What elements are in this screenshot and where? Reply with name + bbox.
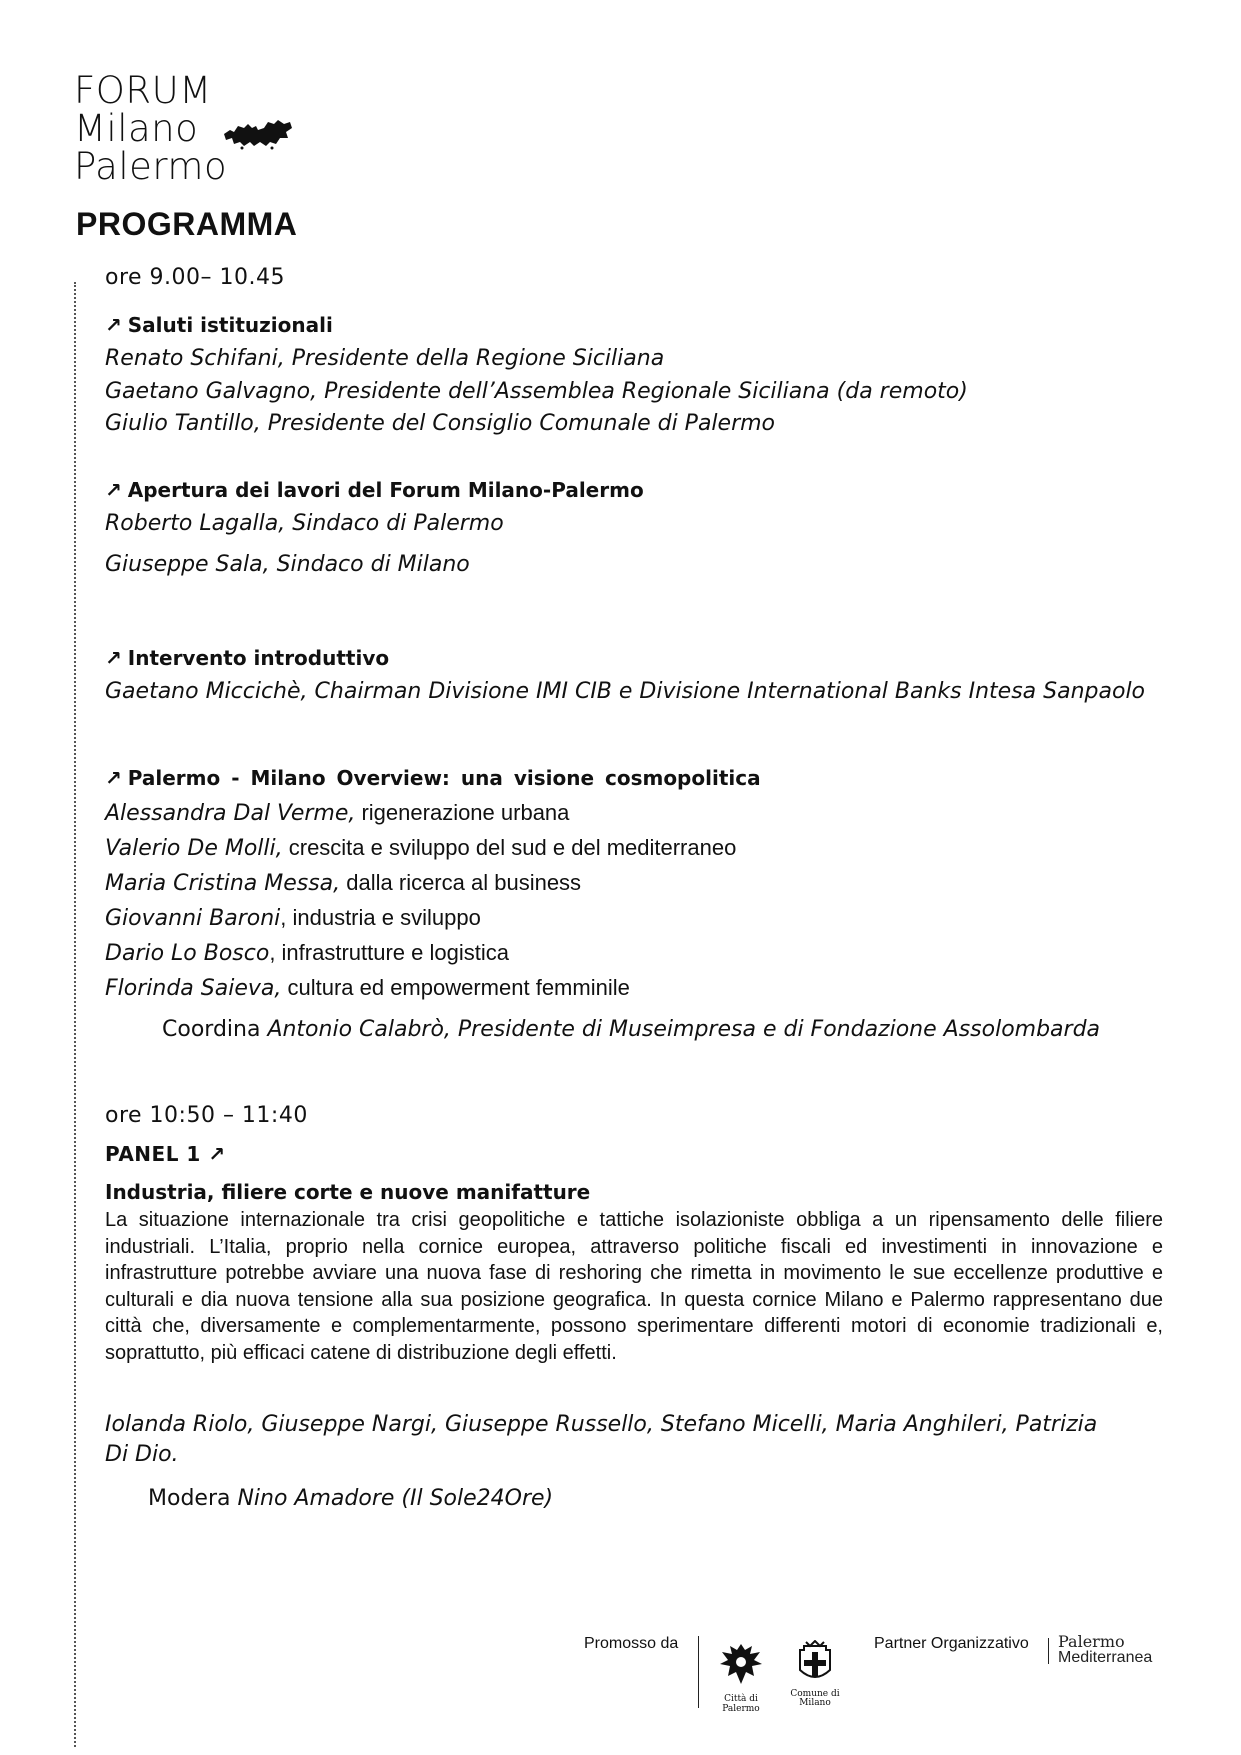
overview-speaker: Giovanni Baroni, industria e sviluppo <box>105 905 481 931</box>
arrow-icon: ↗ <box>105 478 122 502</box>
arrow-icon: ↗ <box>105 646 122 670</box>
logo-line-palermo: Palermo <box>74 145 228 188</box>
forum-logo <box>74 69 228 188</box>
palermo-caption: Città di Palermo <box>722 1694 760 1714</box>
heading-intervento: ↗ Intervento introduttivo <box>105 646 390 670</box>
speaker-line: Gaetano Miccichè, Chairman Divisione IMI CIB e Divisione International Banks Intesa Sanpaolo <box>105 679 1146 704</box>
page-title: PROGRAMMA <box>76 206 298 242</box>
eagle-crest-icon <box>712 1640 770 1690</box>
mediterranean-map-icon <box>222 116 294 150</box>
moderator-line: Modera Nino Amadore (Il Sole24Ore) <box>148 1486 554 1511</box>
panel-speakers: Di Dio. <box>105 1442 179 1467</box>
heading-apertura: ↗ Apertura dei lavori del Forum Milano-Palermo <box>105 478 644 502</box>
footer-divider <box>698 1636 699 1708</box>
overview-speaker: Maria Cristina Messa, dalla ricerca al business <box>105 870 582 896</box>
session2-time: ore 10:50 – 11:40 <box>105 1103 308 1128</box>
logo-line-forum: FORUM <box>74 69 212 112</box>
panel-description: La situazione internazionale tra crisi geopolitiche e tattiche isolazioniste obbliga a un ripensamento delle filiere industriali. L’Italia, proprio nella cornice europea, attraverso politiche fiscali ed investimenti in innovazione e infrastrutture potrebbe avviare una nuova fase di reshoring che rimetta in movimento le sue eccellenze produttive e culturali e dia nuova tensione alla sua posizione geografica. In questa cornice Milano e Palermo rappresentano due città che, diversamente e complementarmente, possono sperimentare differenti motori di economie tradizionali e, soprattutto, più efficaci catene di distribuzione degli effetti. <box>105 1209 1163 1364</box>
panel-heading: Industria, filiere corte e nuove manifatture <box>105 1180 591 1204</box>
speaker-line: Giulio Tantillo, Presidente del Consiglio Comunale di Palermo <box>105 411 776 436</box>
logo-line-milano: Milano <box>74 107 199 150</box>
overview-speaker: Valerio De Molli, crescita e sviluppo del sud e del mediterraneo <box>105 835 737 861</box>
panel-label: PANEL 1 ↗ <box>105 1142 226 1166</box>
heading-saluti: ↗ Saluti istituzionali <box>105 313 333 337</box>
session1-time: ore 9.00– 10.45 <box>105 265 286 290</box>
partner-label: Partner Organizzativo <box>874 1635 1029 1652</box>
arrow-icon: ↗ <box>105 313 122 337</box>
arrow-icon: ↗ <box>208 1142 226 1166</box>
coordinator-line: Coordina Antonio Calabrò, Presidente di Museimpresa e di Fondazione Assolombarda <box>162 1017 1101 1042</box>
panel-speakers: Iolanda Riolo, Giuseppe Nargi, Giuseppe Russello, Stefano Micelli, Maria Anghileri, Patrizia <box>105 1412 1098 1437</box>
speaker-line: Renato Schifani, Presidente della Regione Siciliana <box>105 346 665 371</box>
speaker-line: Roberto Lagalla, Sindaco di Palermo <box>105 511 504 536</box>
partner-divider <box>1048 1638 1049 1664</box>
overview-speaker: Florinda Saieva, cultura ed empowerment femminile <box>105 975 630 1001</box>
palermo-mediterranea-logo: Palermo Mediterranea <box>1058 1632 1153 1666</box>
overview-speaker: Dario Lo Bosco, infrastrutture e logistica <box>105 940 509 966</box>
overview-speaker: Alessandra Dal Verme, rigenerazione urbana <box>105 800 570 826</box>
milano-coat-of-arms <box>790 1640 840 1708</box>
speaker-line: Gaetano Galvagno, Presidente dell’Assemblea Regionale Siciliana (da remoto) <box>105 379 968 404</box>
milano-caption: Comune di Milano <box>790 1689 840 1708</box>
shield-cross-icon <box>790 1640 840 1686</box>
palermo-coat-of-arms <box>712 1640 770 1714</box>
promosso-label: Promosso da <box>584 1635 679 1652</box>
heading-overview: ↗ Palermo - Milano Overview: una visione cosmopolitica <box>105 766 761 790</box>
dotted-margin-line <box>74 282 76 1747</box>
speaker-line: Giuseppe Sala, Sindaco di Milano <box>105 552 470 577</box>
arrow-icon: ↗ <box>105 766 122 790</box>
